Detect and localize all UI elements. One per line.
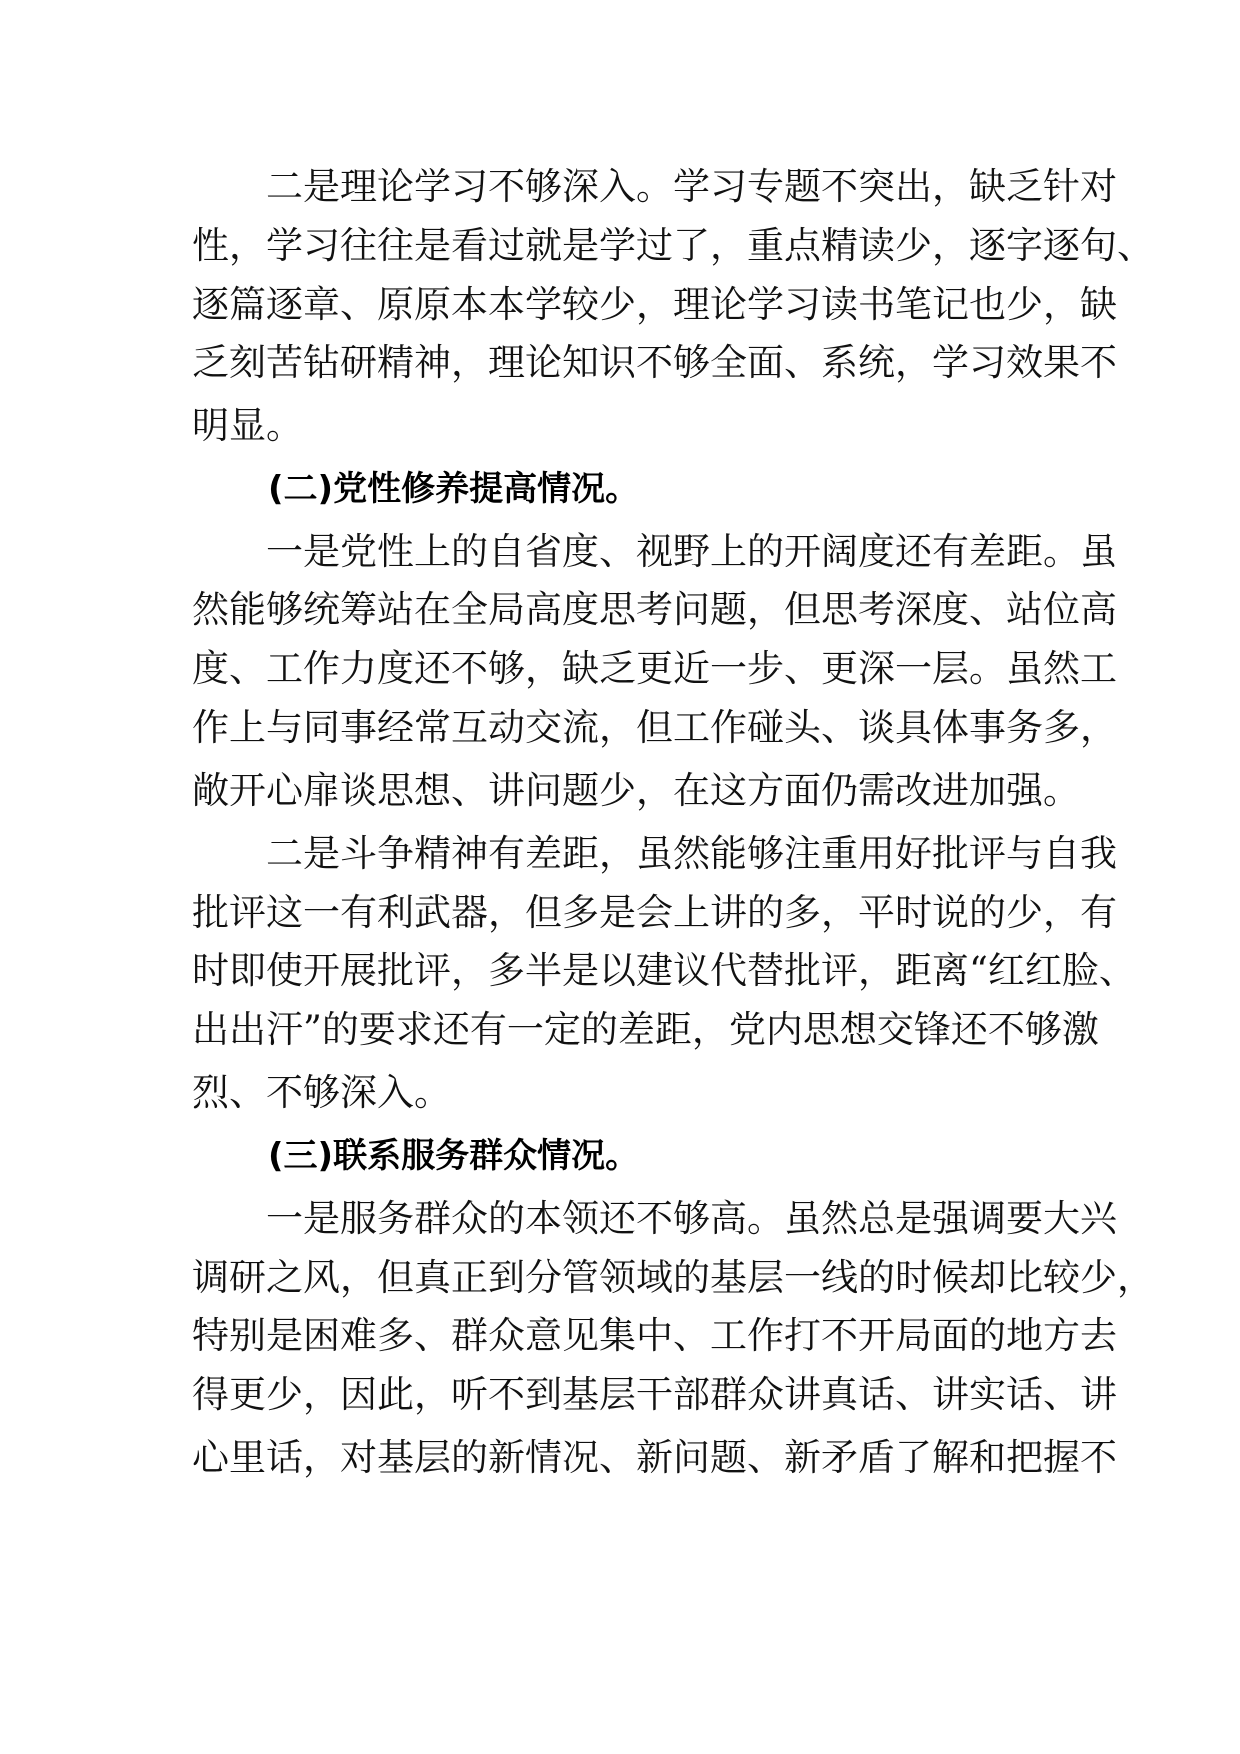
section-heading: (三)联系服务群众情况。 bbox=[268, 1136, 640, 1176]
section-heading: (二)党性修养提高情况。 bbox=[268, 469, 640, 509]
body-text-line: 二是斗争精神有差距，虽然能够注重用好批评与自我 bbox=[266, 832, 1117, 875]
body-text-line: 性，学习往往是看过就是学过了，重点精读少，逐字逐句、 bbox=[192, 224, 1154, 267]
body-text-line: 出出汗”的要求还有一定的差距，党内思想交锋还不够激 bbox=[192, 1008, 1099, 1051]
body-text-line: 一是服务群众的本领还不够高。虽然总是强调要大兴 bbox=[266, 1197, 1117, 1240]
body-text-line: 明显。 bbox=[192, 404, 303, 447]
body-text-line: 度、工作力度还不够，缺乏更近一步、更深一层。虽然工 bbox=[192, 647, 1117, 690]
body-text-line: 作上与同事经常互动交流，但工作碰头、谈具体事务多， bbox=[192, 706, 1117, 749]
body-text-line: 特别是困难多、群众意见集中、工作打不开局面的地方去 bbox=[192, 1314, 1117, 1357]
body-text-line: 二是理论学习不够深入。学习专题不突出，缺乏针对 bbox=[266, 165, 1117, 208]
body-text-line: 烈、不够深入。 bbox=[192, 1071, 451, 1114]
body-text-line: 一是党性上的自省度、视野上的开阔度还有差距。虽 bbox=[266, 530, 1117, 573]
body-text-line: 得更少，因此，听不到基层干部群众讲真话、讲实话、讲 bbox=[192, 1373, 1117, 1416]
body-text-line: 乏刻苦钻研精神，理论知识不够全面、系统，学习效果不 bbox=[192, 341, 1117, 384]
body-text-line: 逐篇逐章、原原本本学较少，理论学习读书笔记也少，缺 bbox=[192, 283, 1117, 326]
body-text-line: 调研之风，但真正到分管领域的基层一线的时候却比较少， bbox=[192, 1256, 1154, 1299]
body-text-line: 心里话，对基层的新情况、新问题、新矛盾了解和把握不 bbox=[192, 1436, 1117, 1479]
body-text-line: 批评这一有利武器，但多是会上讲的多，平时说的少，有 bbox=[192, 891, 1117, 934]
body-text-line: 然能够统筹站在全局高度思考问题，但思考深度、站位高 bbox=[192, 588, 1117, 631]
body-text-line: 敞开心扉谈思想、讲问题少，在这方面仍需改进加强。 bbox=[192, 769, 1080, 812]
body-text-line: 时即使开展批评，多半是以建议代替批评，距离“红红脸、 bbox=[192, 949, 1136, 992]
